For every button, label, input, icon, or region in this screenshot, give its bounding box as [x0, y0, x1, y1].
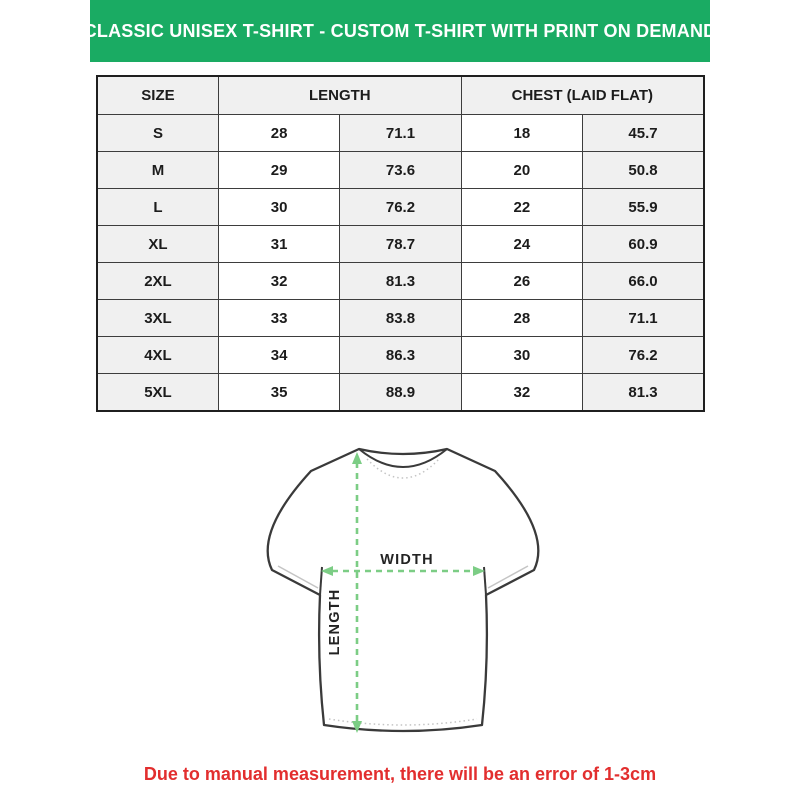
size-cell: M — [97, 152, 218, 189]
length-in-cell: 29 — [218, 152, 339, 189]
length-cm-cell: 71.1 — [340, 115, 461, 152]
chest-in-cell: 22 — [461, 189, 582, 226]
chest-in-cell: 24 — [461, 226, 582, 263]
chest-cm-cell: 76.2 — [583, 337, 704, 374]
chest-in-cell: 32 — [461, 374, 582, 412]
chest-in-cell: 28 — [461, 300, 582, 337]
chest-in-cell: 20 — [461, 152, 582, 189]
size-cell: 5XL — [97, 374, 218, 412]
col-header-chest: CHEST (LAID FLAT) — [461, 76, 704, 115]
title-banner — [83, 0, 717, 62]
length-cm-cell: 78.7 — [340, 226, 461, 263]
length-cm-cell: 88.9 — [340, 374, 461, 412]
chest-in-cell: 30 — [461, 337, 582, 374]
chest-in-cell: 18 — [461, 115, 582, 152]
chest-cm-cell: 50.8 — [583, 152, 704, 189]
chest-cm-cell: 66.0 — [583, 263, 704, 300]
length-in-cell: 30 — [218, 189, 339, 226]
table-header-row — [97, 76, 704, 115]
tshirt-outline — [268, 449, 539, 731]
length-in-cell: 34 — [218, 337, 339, 374]
length-in-cell: 32 — [218, 263, 339, 300]
size-cell: 3XL — [97, 300, 218, 337]
col-header-size: SIZE — [97, 76, 218, 115]
size-cell: S — [97, 115, 218, 152]
length-in-cell: 35 — [218, 374, 339, 412]
size-cell: L — [97, 189, 218, 226]
length-in-cell: 33 — [218, 300, 339, 337]
table-row — [97, 263, 704, 300]
size-cell: 4XL — [97, 337, 218, 374]
size-cell: 2XL — [97, 263, 218, 300]
size-chart-table — [96, 75, 705, 412]
page-title: CLASSIC UNISEX T-SHIRT - CUSTOM T-SHIRT WITH PRINT ON DEMAND — [83, 20, 717, 41]
length-label: LENGTH — [327, 588, 343, 656]
length-cm-cell: 86.3 — [340, 337, 461, 374]
chest-cm-cell: 60.9 — [583, 226, 704, 263]
table-row — [97, 300, 704, 337]
chest-cm-cell: 55.9 — [583, 189, 704, 226]
size-cell: XL — [97, 226, 218, 263]
tshirt-diagram — [256, 438, 548, 744]
table-row — [97, 189, 704, 226]
chest-cm-cell: 71.1 — [583, 300, 704, 337]
measurement-note: Due to manual measurement, there will be an error of 1-3cm — [143, 764, 657, 784]
length-cm-cell: 81.3 — [340, 263, 461, 300]
table-row — [97, 152, 704, 189]
table-row — [97, 374, 704, 412]
length-cm-cell: 76.2 — [340, 189, 461, 226]
length-cm-cell: 73.6 — [340, 152, 461, 189]
length-in-cell: 28 — [218, 115, 339, 152]
length-cm-cell: 83.8 — [340, 300, 461, 337]
chest-in-cell: 26 — [461, 263, 582, 300]
length-in-cell: 31 — [218, 226, 339, 263]
table-row — [97, 115, 704, 152]
chest-cm-cell: 45.7 — [583, 115, 704, 152]
col-header-length: LENGTH — [218, 76, 461, 115]
table-row — [97, 226, 704, 263]
table-row — [97, 337, 704, 374]
chest-cm-cell: 81.3 — [583, 374, 704, 412]
width-label: WIDTH — [380, 552, 434, 568]
